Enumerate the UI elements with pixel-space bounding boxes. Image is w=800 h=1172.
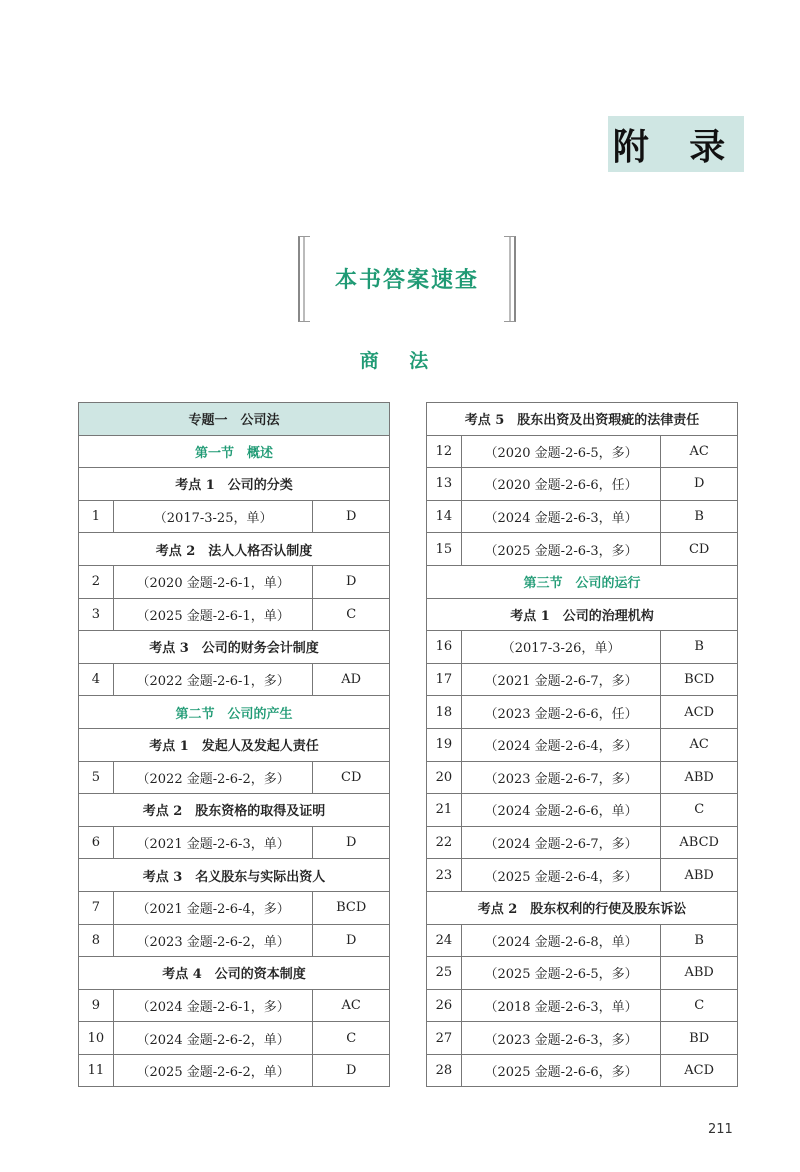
question-number: 4 <box>79 663 114 696</box>
answer-cell: BCD <box>661 663 738 696</box>
answer-row <box>79 761 390 794</box>
section-row <box>427 565 738 598</box>
kaodian-row <box>79 728 390 761</box>
kaodian-row <box>79 533 390 566</box>
question-source: （2017-3-26，单） <box>461 631 661 664</box>
question-number: 26 <box>427 989 462 1022</box>
answer-row <box>427 1022 738 1055</box>
quick-answer-title-box <box>298 236 516 320</box>
question-number: 8 <box>79 924 114 957</box>
answer-cell: AC <box>661 728 738 761</box>
answer-row <box>427 924 738 957</box>
answer-cell: AC <box>661 435 738 468</box>
section-row <box>79 435 390 468</box>
topic-row <box>79 403 390 436</box>
question-source: （2022 金题-2-6-1，多） <box>113 663 313 696</box>
question-number: 20 <box>427 761 462 794</box>
question-number: 1 <box>79 500 114 533</box>
question-number: 16 <box>427 631 462 664</box>
kaodian-heading: 考点 2 股东权利的行使及股东诉讼 <box>427 891 738 924</box>
answer-cell: CD <box>313 761 390 794</box>
title-left-bracket <box>298 236 310 322</box>
question-source: （2023 金题-2-6-3，多） <box>461 1022 661 1055</box>
answer-cell: ACD <box>661 1054 738 1087</box>
question-source: （2021 金题-2-6-3，单） <box>113 826 313 859</box>
question-source: （2024 金题-2-6-7，多） <box>461 826 661 859</box>
answer-row <box>427 761 738 794</box>
answer-row <box>79 1054 390 1087</box>
answer-row <box>427 794 738 827</box>
answer-row <box>427 696 738 729</box>
question-number: 3 <box>79 598 114 631</box>
question-source: （2018 金题-2-6-3，单） <box>461 989 661 1022</box>
kaodian-row <box>427 403 738 436</box>
question-source: （2023 金题-2-6-7，多） <box>461 761 661 794</box>
question-number: 2 <box>79 565 114 598</box>
kaodian-heading: 考点 2 股东资格的取得及证明 <box>79 794 390 827</box>
kaodian-row <box>427 891 738 924</box>
question-number: 13 <box>427 468 462 501</box>
question-source: （2022 金题-2-6-2，多） <box>113 761 313 794</box>
question-source: （2025 金题-2-6-5，多） <box>461 957 661 990</box>
answer-row <box>427 435 738 468</box>
answer-cell: AD <box>313 663 390 696</box>
question-source: （2025 金题-2-6-6，多） <box>461 1054 661 1087</box>
kaodian-heading: 考点 4 公司的资本制度 <box>79 957 390 990</box>
answer-cell: ACD <box>661 696 738 729</box>
question-source: （2024 金题-2-6-6，单） <box>461 794 661 827</box>
question-number: 18 <box>427 696 462 729</box>
section-heading: 第一节 概述 <box>79 435 390 468</box>
answer-row <box>427 631 738 664</box>
question-source: （2023 金题-2-6-2，单） <box>113 924 313 957</box>
question-source: （2024 金题-2-6-1，多） <box>113 989 313 1022</box>
kaodian-heading: 考点 2 法人人格否认制度 <box>79 533 390 566</box>
answer-cell: C <box>313 598 390 631</box>
question-number: 19 <box>427 728 462 761</box>
section-heading: 第三节 公司的运行 <box>427 565 738 598</box>
answer-row <box>427 859 738 892</box>
kaodian-row <box>79 794 390 827</box>
question-source: （2021 金题-2-6-7，多） <box>461 663 661 696</box>
question-number: 25 <box>427 957 462 990</box>
question-source: （2025 金题-2-6-3，多） <box>461 533 661 566</box>
answer-row <box>79 826 390 859</box>
question-source: （2021 金题-2-6-4，多） <box>113 891 313 924</box>
appendix-banner: 附 录 <box>608 116 744 172</box>
question-source: （2024 金题-2-6-4，多） <box>461 728 661 761</box>
answer-table-left <box>78 402 390 1087</box>
answer-row <box>79 924 390 957</box>
question-number: 11 <box>79 1054 114 1087</box>
question-source: （2020 金题-2-6-6，任） <box>461 468 661 501</box>
answer-cell: D <box>313 1054 390 1087</box>
answer-row <box>79 891 390 924</box>
question-number: 17 <box>427 663 462 696</box>
answer-row <box>79 500 390 533</box>
answer-cell: D <box>313 500 390 533</box>
subject-heading: 商 法 <box>359 350 441 372</box>
answer-cell: BD <box>661 1022 738 1055</box>
kaodian-heading: 考点 1 发起人及发起人责任 <box>79 728 390 761</box>
answer-cell: D <box>313 565 390 598</box>
answer-cell: D <box>661 468 738 501</box>
answer-row <box>427 533 738 566</box>
question-number: 27 <box>427 1022 462 1055</box>
question-number: 15 <box>427 533 462 566</box>
answer-cell: B <box>661 500 738 533</box>
question-source: （2024 金题-2-6-8，单） <box>461 924 661 957</box>
kaodian-heading: 考点 1 公司的分类 <box>79 468 390 501</box>
answer-cell: ABCD <box>661 826 738 859</box>
topic-heading: 专题一 公司法 <box>79 403 390 436</box>
kaodian-heading: 考点 3 名义股东与实际出资人 <box>79 859 390 892</box>
kaodian-row <box>427 598 738 631</box>
question-number: 14 <box>427 500 462 533</box>
answer-cell: CD <box>661 533 738 566</box>
question-number: 23 <box>427 859 462 892</box>
question-source: （2020 金题-2-6-1，单） <box>113 565 313 598</box>
kaodian-row <box>79 859 390 892</box>
question-number: 7 <box>79 891 114 924</box>
answer-row <box>427 468 738 501</box>
question-number: 28 <box>427 1054 462 1087</box>
answer-cell: ABD <box>661 859 738 892</box>
question-source: （2025 金题-2-6-4，多） <box>461 859 661 892</box>
answer-row <box>427 728 738 761</box>
answer-table-right <box>426 402 738 1087</box>
question-source: （2025 金题-2-6-1，单） <box>113 598 313 631</box>
answer-cell: C <box>661 794 738 827</box>
question-number: 5 <box>79 761 114 794</box>
kaodian-heading: 考点 3 公司的财务会计制度 <box>79 631 390 664</box>
question-number: 6 <box>79 826 114 859</box>
answer-cell: BCD <box>313 891 390 924</box>
page-title: 本书答案速查 <box>334 267 479 293</box>
answer-cell: C <box>313 1022 390 1055</box>
answer-row <box>427 1054 738 1087</box>
section-row <box>79 696 390 729</box>
question-number: 12 <box>427 435 462 468</box>
question-number: 24 <box>427 924 462 957</box>
kaodian-heading: 考点 5 股东出资及出资瑕疵的法律责任 <box>427 403 738 436</box>
kaodian-row <box>79 957 390 990</box>
answer-cell: ABD <box>661 957 738 990</box>
kaodian-row <box>79 468 390 501</box>
answer-row <box>79 565 390 598</box>
answer-cell: B <box>661 924 738 957</box>
answer-row <box>427 957 738 990</box>
question-number: 21 <box>427 794 462 827</box>
answer-cell: C <box>661 989 738 1022</box>
answer-row <box>427 826 738 859</box>
kaodian-row <box>79 631 390 664</box>
question-source: （2020 金题-2-6-5，多） <box>461 435 661 468</box>
section-heading: 第二节 公司的产生 <box>79 696 390 729</box>
question-number: 10 <box>79 1022 114 1055</box>
answer-row <box>79 598 390 631</box>
answer-row <box>427 989 738 1022</box>
answer-row <box>79 989 390 1022</box>
answer-row <box>79 663 390 696</box>
answer-cell: B <box>661 631 738 664</box>
title-right-bracket <box>504 236 516 322</box>
answer-cell: ABD <box>661 761 738 794</box>
question-source: （2023 金题-2-6-6，任） <box>461 696 661 729</box>
question-source: （2024 金题-2-6-2，单） <box>113 1022 313 1055</box>
question-source: （2025 金题-2-6-2，单） <box>113 1054 313 1087</box>
question-source: （2017-3-25，单） <box>113 500 313 533</box>
answer-cell: AC <box>313 989 390 1022</box>
page-number: 211 <box>708 1122 733 1137</box>
answer-row <box>79 1022 390 1055</box>
answer-row <box>427 500 738 533</box>
kaodian-heading: 考点 1 公司的治理机构 <box>427 598 738 631</box>
question-number: 9 <box>79 989 114 1022</box>
question-number: 22 <box>427 826 462 859</box>
answer-row <box>427 663 738 696</box>
question-source: （2024 金题-2-6-3，单） <box>461 500 661 533</box>
answer-cell: D <box>313 826 390 859</box>
answer-cell: D <box>313 924 390 957</box>
